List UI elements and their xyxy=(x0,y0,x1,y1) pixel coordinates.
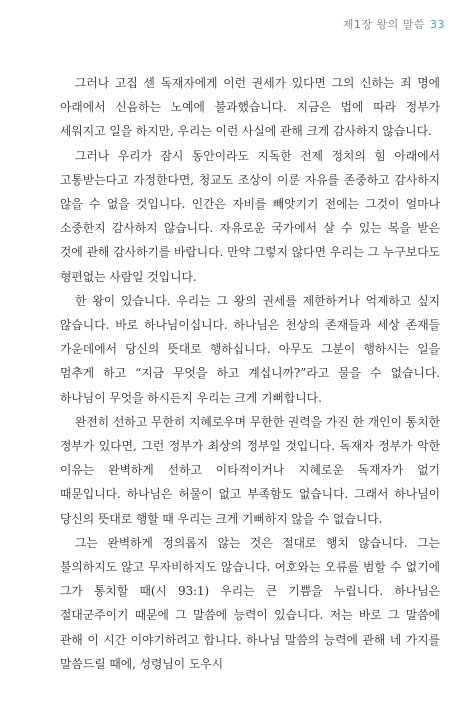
body-text xyxy=(60,71,440,676)
paragraph: 한 왕이 있습니다. 우리는 그 왕의 권세를 제한하거나 억제하고 싶지 않습니다. 바로 하나님이십니다. 하나님은 천상의 존재들과 세상 존재들 가운데에서 당신의 뜻대로 행하십니다. 아무도 그분이 행하시는 일을 멈추게 하고 “지금 무엇을 하고 계십니까?”라고 물을 수 없습니다. 하나님이 무엇을 하시든지 우리는 크게 기뻐합니다. xyxy=(60,293,440,405)
running-header xyxy=(343,16,445,32)
paragraph: 완전히 선하고 무한히 지혜로우며 무한한 권력을 가진 한 개인이 통치한 정부가 있다면, 그런 정부가 최상의 정부일 것입니다. 독재자 정부가 악한 이유는 완벽하게 선하고 이타적이거나 지혜로운 독재자가 없기 때문입니다. 하나님은 허물이 없고 부족함도 없습니다. 그래서 하나님이 당신의 뜻대로 행할 때 우리는 크게 기뻐하지 않을 수 없습니다. xyxy=(60,414,440,526)
page-number: 33 xyxy=(430,18,445,31)
paragraph: 그러나 고집 센 독재자에게 이런 권세가 있다면 그의 신하는 죄 명에 아래에서 신음하는 노예에 불과했습니다. 지금은 법에 따라 정부가 세워지고 일을 하지만, 우리는 이런 사실에 관해 크게 감사하지 않습니다. xyxy=(60,76,440,139)
paragraph: 그는 완벽하게 정의롭지 않는 것은 절대로 행치 않습니다. 그는 불의하지도 않고 무자비하지도 않습니다. 여호와는 오류를 범할 수 없기에 그가 통치할 때(시 93:1) 우리는 큰 기쁨을 누립니다. 하나님은 절대군주이기 때문에 그 말씀에 능력이 있습니다. 저는 바로 그 말씀에 관해 이 시간 이야기하려고 합니다. 하나님 말씀의 능력에 관해 네 가지를 말씀드릴 때에, 성령님이 도우시 xyxy=(60,535,440,671)
paragraph: 그러나 우리가 잠시 동안이라도 지독한 전제 정치의 힘 아래에서 고통받는다고 가정한다면, 청교도 조상이 이룬 자유를 존중하고 감사하지 않을 수 없을 것입니다. 인간은 자비를 빼앗기기 전에는 그것이 얼마나 소중한지 감사하지 않습니다. 자유로운 국가에서 살 수 있는 복을 받은 것에 관해 감사하기를 바랍니다. 만약 그렇지 않다면 우리는 그 누구보다도 형편없는 사람일 것입니다. xyxy=(60,148,440,284)
chapter-title: 제1장 왕의 말씀 xyxy=(342,18,425,31)
